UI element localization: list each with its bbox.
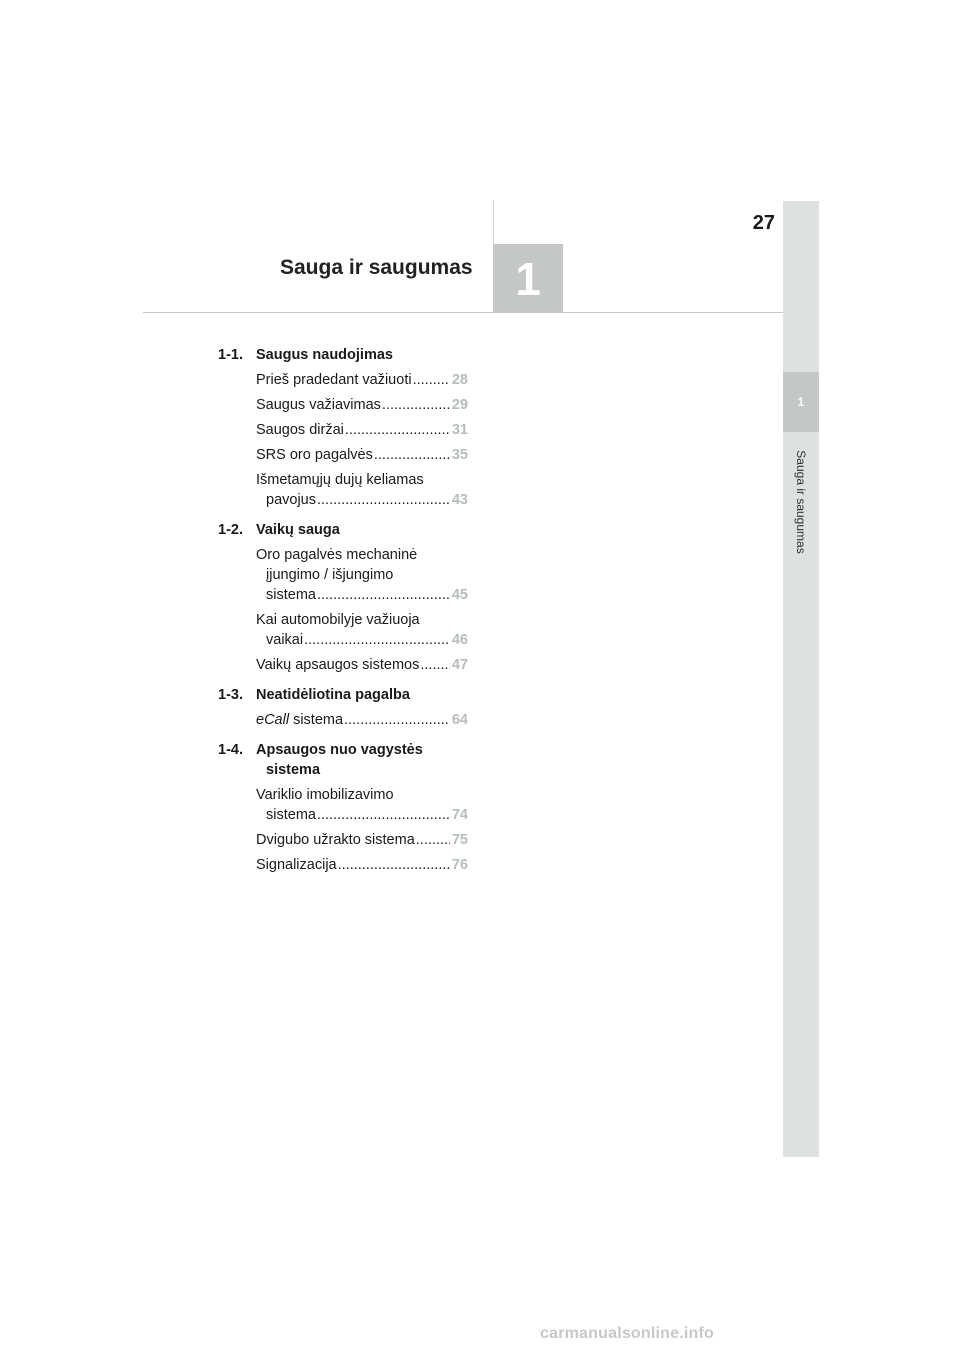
chapter-number-box: 1 — [493, 244, 563, 313]
toc-entry-text: sistema — [266, 807, 316, 823]
toc-entry-text: Oro pagalvės mechaninė — [256, 547, 418, 563]
toc-section-title: Neatidėliotina pagalba — [256, 687, 410, 703]
toc-section-title: Apsaugos nuo vagystės — [256, 742, 423, 758]
header-divider-vertical — [493, 200, 494, 245]
toc-section-number: 1-2. — [218, 522, 243, 538]
toc-page-link[interactable]: 28 — [451, 372, 468, 388]
toc-entry[interactable] — [218, 785, 468, 825]
page-number: 27 — [752, 212, 775, 234]
toc-section-title: Vaikų sauga — [256, 522, 340, 538]
toc-entry[interactable] — [218, 655, 468, 675]
toc-entry[interactable] — [218, 710, 468, 730]
toc-entry-text: įjungimo / išjungimo — [266, 567, 394, 583]
toc-entry-text: Išmetamųjų dujų keliamas — [256, 472, 424, 488]
toc-page-link[interactable]: 47 — [451, 657, 468, 673]
side-tab-chapter-marker: 1 — [783, 372, 819, 432]
toc-entry[interactable] — [218, 445, 468, 465]
toc-entry-text: Dvigubo užrakto sistema — [256, 832, 415, 848]
watermark: carmanualsonline.info — [540, 1325, 715, 1342]
toc-section-title: sistema — [266, 762, 321, 778]
toc-entry[interactable] — [218, 470, 468, 510]
toc-entry-text: Prieš pradedant važiuoti — [256, 372, 412, 388]
toc-entry[interactable] — [218, 420, 468, 440]
toc-section-number: 1-4. — [218, 742, 243, 758]
toc-entry[interactable] — [218, 830, 468, 850]
side-tab-label: Sauga ir saugumas — [794, 450, 808, 554]
chapter-title: Sauga ir saugumas — [280, 256, 473, 279]
table-of-contents — [218, 345, 468, 880]
toc-entry[interactable] — [218, 545, 468, 605]
toc-section-1-3 — [218, 685, 468, 705]
toc-page-link[interactable]: 75 — [451, 832, 468, 848]
toc-entry-text: Signalizacija — [256, 857, 337, 873]
toc-page-link[interactable]: 76 — [451, 857, 468, 873]
toc-page-link[interactable]: 46 — [451, 632, 468, 648]
toc-section-number: 1-1. — [218, 347, 243, 363]
toc-entry-text: Vaikų apsaugos sistemos — [256, 657, 420, 673]
toc-entry[interactable] — [218, 610, 468, 650]
toc-page-link[interactable]: 45 — [451, 587, 468, 603]
toc-entry-text: sistema — [266, 587, 316, 603]
toc-entry[interactable] — [218, 370, 468, 390]
toc-page-link[interactable]: 43 — [451, 492, 468, 508]
toc-entry-text-rest: sistema — [289, 712, 344, 728]
toc-section-number: 1-3. — [218, 687, 243, 703]
toc-entry-text: Saugus važiavimas — [256, 397, 381, 413]
toc-page-link[interactable]: 29 — [451, 397, 468, 413]
toc-entry-text: Kai automobilyje važiuoja — [256, 612, 420, 628]
toc-entry-text: vaikai — [266, 632, 304, 648]
toc-section-1-4 — [218, 740, 468, 780]
side-tab — [783, 201, 819, 1157]
toc-section-title: Saugus naudojimas — [256, 347, 393, 363]
toc-entry-italic: eCall — [256, 712, 290, 728]
toc-page-link[interactable]: 64 — [451, 712, 468, 728]
toc-entry-text: SRS oro pagalvės — [256, 447, 373, 463]
toc-page-link[interactable]: 74 — [451, 807, 468, 823]
toc-entry-text — [256, 710, 343, 730]
toc-page-link[interactable]: 31 — [451, 422, 468, 438]
toc-entry-text: Variklio imobilizavimo — [256, 787, 394, 803]
toc-entry-text: Saugos diržai — [256, 422, 344, 438]
toc-section-1-1 — [218, 345, 468, 365]
header-divider — [143, 312, 783, 313]
toc-entry-text: pavojus — [266, 492, 316, 508]
toc-section-1-2 — [218, 520, 468, 540]
toc-entry[interactable] — [218, 395, 468, 415]
toc-page-link[interactable]: 35 — [451, 447, 468, 463]
toc-entry[interactable] — [218, 855, 468, 875]
